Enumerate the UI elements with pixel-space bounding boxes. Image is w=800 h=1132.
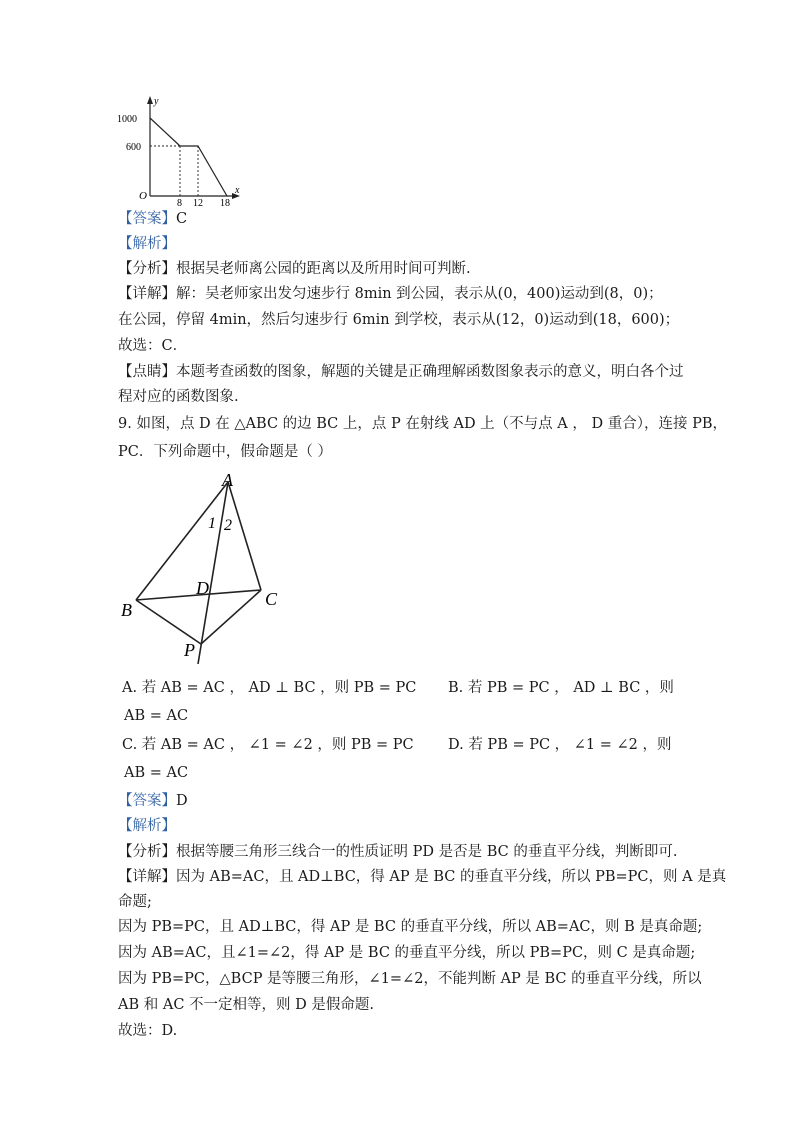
option-d-line-1: D. 若 PB = PC ， ∠1 = ∠2 ，则 [448, 737, 672, 753]
triangle-figure [118, 472, 288, 672]
q9-xiangjie-line-1 [118, 867, 726, 887]
y-tick-600: 600 [126, 142, 141, 153]
option-c: C. 若 AB = AC ， ∠1 = ∠2 ，则 PB = PC [122, 737, 414, 753]
label-b: B [121, 600, 132, 620]
q9-xiangjie-line-3: 因为 PB=PC，且 AD⊥BC，得 AP 是 BC 的垂直平分线，所以 AB=AC，则 B 是真命题; [118, 919, 703, 935]
y-axis-label: y [154, 96, 159, 107]
segment-bp [136, 600, 201, 644]
q8-dianjing-line-2: 程对应的函数图象. [118, 389, 239, 405]
x-tick-8: 8 [177, 198, 182, 209]
option-b-line-2: AB = AC [124, 708, 189, 724]
q9-fenxi-line [118, 842, 677, 862]
dianjing-tag: 【点睛】 [118, 364, 176, 380]
angle-label-2: 2 [224, 517, 232, 534]
ray-ap [198, 482, 228, 664]
q9-stem-line-2: PC．下列命题中，假命题是（ ） [118, 444, 332, 460]
fenxi-text: 根据吴老师离公园的距离以及所用时间可判断. [176, 261, 471, 277]
xiangjie-tag: 【详解】 [118, 869, 176, 885]
y-axis-arrow [147, 96, 153, 104]
q8-answer-line [118, 209, 187, 229]
q9-analysis-tag: 【解析】 [118, 818, 176, 834]
dianjing-text-1: 本题考查函数的图象，解题的关键是正确理解函数图象表示的意义，明白各个过 [176, 364, 684, 380]
x-axis-label: x [235, 185, 240, 196]
graph-line [150, 118, 227, 196]
angle-label-1: 1 [208, 515, 216, 532]
q8-xiangjie-line-2: 在公园，停留 4min，然后匀速步行 6min 到学校，表示从(12，0)运动到(18，600)； [118, 312, 680, 328]
distance-time-graph [112, 92, 242, 207]
answer-tag: 【答案】 [118, 793, 176, 809]
xiangjie-text-1: 解：吴老师家出发匀速步行 8min 到公园，表示从(0，400)运动到(8，0)； [176, 286, 663, 302]
segment-cp [201, 590, 261, 644]
label-a: A [222, 470, 233, 490]
label-c: C [265, 589, 278, 609]
option-b-line-1: B. 若 PB = PC ， AD ⊥ BC ，则 [448, 680, 674, 696]
q9-choice-line: 故选：D. [118, 1023, 178, 1039]
option-a: A. 若 AB = AC ， AD ⊥ BC ，则 PB = PC [122, 680, 417, 696]
q9-xiangjie-line-5: 因为 PB=PC，△BCP 是等腰三角形，∠1=∠2，不能判断 AP 是 BC 的垂直平分线，所以 [118, 971, 702, 987]
x-tick-12: 12 [193, 198, 203, 209]
x-tick-18: 18 [220, 198, 230, 209]
label-p: P [184, 640, 195, 660]
q9-stem-line-1: 9. 如图，点 D 在 △ABC 的边 BC 上，点 P 在射线 AD 上（不与点 A ， D 重合），连接 PB， [118, 416, 727, 432]
q8-dianjing-line-1 [118, 362, 684, 382]
answer-value: C [176, 211, 188, 227]
origin-label: O [139, 190, 147, 202]
q9-answer-line [118, 791, 188, 811]
fenxi-tag: 【分析】 [118, 844, 176, 860]
q8-choice-line: 故选：C． [118, 338, 188, 354]
fenxi-text: 根据等腰三角形三线合一的性质证明 PD 是否是 BC 的垂直平分线，判断即可. [176, 844, 678, 860]
answer-tag: 【答案】 [118, 211, 176, 227]
option-d-line-2: AB = AC [124, 765, 189, 781]
y-tick-1000: 1000 [117, 114, 137, 125]
label-d: D [196, 578, 209, 598]
segment-ac [228, 482, 261, 590]
q9-xiangjie-line-2: 命题; [118, 894, 152, 910]
xiangjie-text-1: 因为 AB=AC，且 AD⊥BC，得 AP 是 BC 的垂直平分线，所以 PB=PC，则 A 是真 [176, 869, 727, 885]
xiangjie-tag: 【详解】 [118, 286, 176, 302]
q8-xiangjie-line-1 [118, 284, 663, 304]
q8-fenxi-line [118, 259, 471, 279]
q9-xiangjie-line-4: 因为 AB=AC，且∠1=∠2，得 AP 是 BC 的垂直平分线，所以 PB=PC，则 C 是真命题; [118, 945, 696, 961]
q9-xiangjie-line-6: AB 和 AC 不一定相等，则 D 是假命题. [118, 997, 374, 1013]
segment-ab [136, 482, 228, 600]
fenxi-tag: 【分析】 [118, 261, 176, 277]
q8-analysis-tag: 【解析】 [118, 236, 176, 252]
answer-value: D [176, 793, 188, 809]
